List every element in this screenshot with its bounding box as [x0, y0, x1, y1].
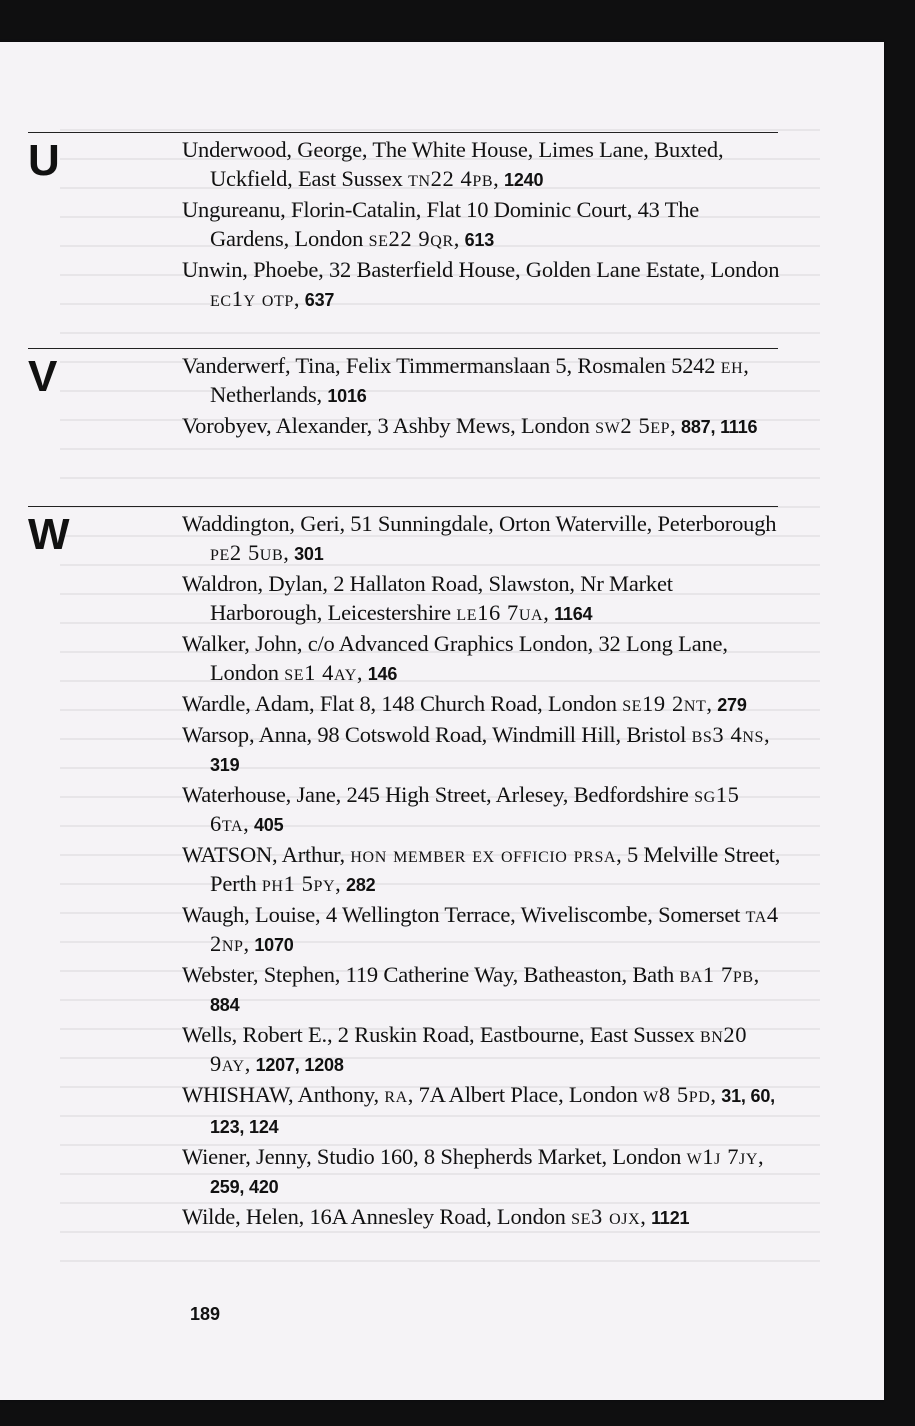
- page-refs: 405: [253, 815, 284, 835]
- entry-separator: ,: [543, 600, 555, 625]
- section-u: [28, 132, 780, 311]
- index-entry: [182, 720, 782, 780]
- index-entry: [182, 840, 782, 900]
- postcode: se1 4ay: [284, 660, 357, 685]
- entry-list: [182, 351, 782, 442]
- entry-text: Waddington, Geri, 51 Sunningdale, Orton Waterville, Peterborough: [182, 511, 777, 536]
- entry-text: WHISHAW, Anthony,: [182, 1082, 385, 1107]
- entry-separator: ,: [670, 413, 682, 438]
- entry-separator: ,: [640, 1204, 652, 1229]
- postcode: se19 2nt: [622, 691, 707, 716]
- entry-text: Wells, Robert E., 2 Ruskin Road, Eastbourne, East Sussex: [182, 1022, 700, 1047]
- postcode: ba1 7pb: [679, 962, 754, 987]
- entry-separator: ,: [706, 691, 718, 716]
- postcode: le16 7ua: [456, 600, 544, 625]
- entry-separator: ,: [753, 962, 760, 987]
- section-letter: U: [28, 136, 60, 185]
- postcode: se22 9qr: [368, 226, 454, 251]
- entry-separator: ,: [758, 1144, 764, 1169]
- entry-separator: ,: [335, 871, 347, 896]
- postcode: eh: [720, 353, 744, 378]
- entry-separator: ,: [763, 722, 770, 747]
- index-entry: [182, 1080, 782, 1142]
- page-refs: 1207, 1208: [255, 1055, 344, 1075]
- entry-separator: , 5 Melville Street, Perth: [210, 842, 781, 896]
- entry-text: Wilde, Helen, 16A Annesley Road, London: [182, 1204, 572, 1229]
- entry-text: Vorobyev, Alexander, 3 Ashby Mews, London: [182, 413, 596, 438]
- postcode: w1j 7jy: [686, 1144, 759, 1169]
- entry-text: Wiener, Jenny, Studio 160, 8 Shepherds Market, London: [182, 1144, 687, 1169]
- page-refs: 301: [294, 544, 324, 564]
- index-entry: [182, 629, 782, 689]
- entry-separator: ,: [356, 660, 368, 685]
- page-refs: 1016: [327, 386, 367, 406]
- index-entry: [182, 780, 782, 840]
- entry-text: Underwood, George, The White House, Limes Lane, Buxted, Uckfield, East Sussex: [182, 137, 724, 191]
- entry-separator: ,: [243, 811, 254, 836]
- index-entry: [182, 255, 782, 315]
- entry-separator: ,: [293, 286, 305, 311]
- index-entry: [182, 1202, 782, 1233]
- index-entry: [182, 689, 782, 720]
- entry-list: [182, 135, 782, 315]
- index-entry: [182, 1020, 782, 1080]
- postcode: ec1y otp: [210, 286, 294, 311]
- index-entry: [182, 960, 782, 1020]
- section-letter: V: [28, 352, 58, 401]
- section-letter: W: [28, 510, 70, 559]
- postcode: ta4 2np: [210, 902, 779, 956]
- honorific: hon member ex officio prsa: [350, 842, 617, 867]
- entry-text: Vanderwerf, Tina, Felix Timmermanslaan 5, Rosmalen 5242: [182, 353, 721, 378]
- page-refs: 1121: [651, 1208, 690, 1228]
- page-refs: 31, 60, 123, 124: [210, 1086, 775, 1137]
- entry-text: Warsop, Anna, 98 Cotswold Road, Windmill Hill, Bristol: [182, 722, 692, 747]
- page-refs: 887, 1116: [681, 417, 758, 437]
- entry-text: Wardle, Adam, Flat 8, 148 Church Road, London: [182, 691, 623, 716]
- postcode: sg15 6ta: [210, 782, 740, 836]
- page-refs: 259, 420: [210, 1177, 279, 1197]
- honorific: ra: [384, 1082, 408, 1107]
- entry-text: Unwin, Phoebe, 32 Basterfield House, Golden Lane Estate, London: [182, 257, 780, 282]
- page-refs: 1070: [254, 935, 294, 955]
- entry-list: [182, 509, 782, 1233]
- index-entry: [182, 900, 782, 960]
- page-refs: 146: [367, 664, 398, 684]
- section-v: [28, 348, 778, 438]
- index-entry: [182, 411, 782, 442]
- page-refs: 282: [346, 875, 376, 895]
- section-w: [28, 506, 781, 1229]
- entry-text: Ungureanu, Florin-Catalin, Flat 10 Dominic Court, 43 The Gardens, London: [182, 197, 700, 251]
- entry-separator: ,: [710, 1082, 722, 1107]
- index-entry: [182, 195, 782, 255]
- entry-separator: , 7A Albert Place, London: [407, 1082, 644, 1107]
- entry-text: Waldron, Dylan, 2 Hallaton Road, Slawston, Nr Market Harborough, Leicestershire: [182, 571, 673, 625]
- entry-text: Waterhouse, Jane, 245 High Street, Arlesey, Bedfordshire: [182, 782, 695, 807]
- page-refs: 319: [210, 755, 240, 775]
- index-entry: [182, 135, 782, 195]
- page-number: 189: [190, 1304, 221, 1324]
- page-refs: 637: [304, 290, 335, 310]
- postcode: tn22 4pb: [408, 166, 494, 191]
- entry-separator: ,: [283, 540, 295, 565]
- entry-text: WATSON, Arthur,: [182, 842, 351, 867]
- entry-separator: ,: [244, 1051, 256, 1076]
- postcode: ph1 5py: [261, 871, 336, 896]
- postcode: sw2 5ep: [595, 413, 671, 438]
- postcode: bs3 4ns: [691, 722, 764, 747]
- page-refs: 1164: [554, 604, 593, 624]
- index-entry: [182, 1142, 782, 1202]
- postcode: w8 5pd: [643, 1082, 711, 1107]
- postcode: bn20 9ay: [210, 1022, 748, 1076]
- index-entry: [182, 569, 782, 629]
- book-page: [0, 42, 884, 1400]
- page-refs: 884: [210, 995, 240, 1015]
- page-refs: 279: [717, 695, 747, 715]
- page-refs: 613: [464, 230, 495, 250]
- index-entry: [182, 351, 782, 411]
- postcode: se3 ojx: [571, 1204, 641, 1229]
- entry-separator: ,: [493, 166, 505, 191]
- entry-separator: , Netherlands,: [210, 353, 749, 407]
- entry-text: Walker, John, c/o Advanced Graphics London, 32 Long Lane, London: [182, 631, 728, 685]
- entry-text: Webster, Stephen, 119 Catherine Way, Batheaston, Bath: [182, 962, 680, 987]
- entry-text: Waugh, Louise, 4 Wellington Terrace, Wiveliscombe, Somerset: [182, 902, 746, 927]
- entry-separator: ,: [243, 931, 255, 956]
- page-refs: 1240: [504, 170, 544, 190]
- index-entry: [182, 509, 782, 569]
- postcode: pe2 5ub: [210, 540, 284, 565]
- entry-separator: ,: [453, 226, 465, 251]
